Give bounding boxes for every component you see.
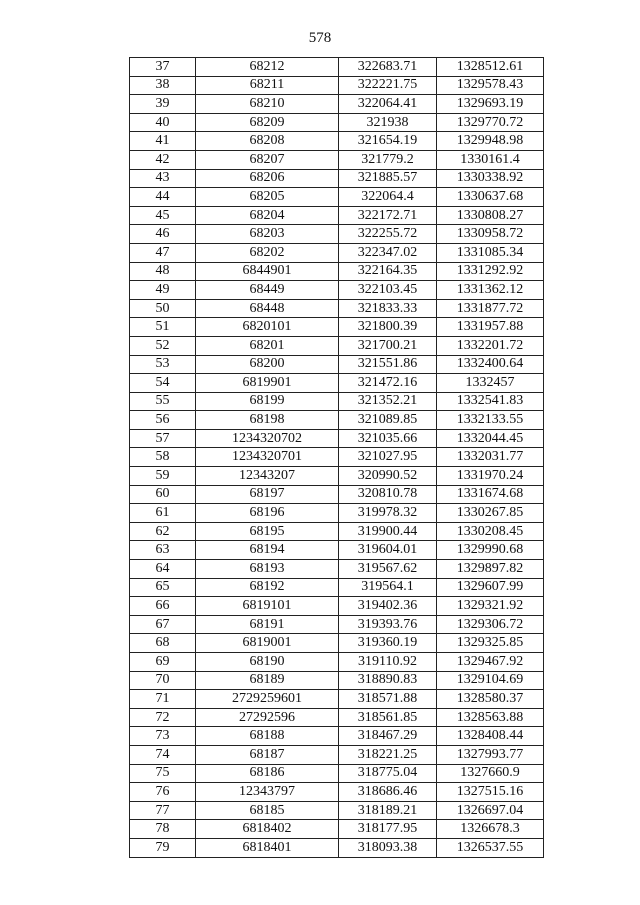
x-coordinate-cell: 318561.85 (339, 708, 437, 727)
table-row (130, 225, 544, 244)
x-coordinate-cell: 321551.86 (339, 355, 437, 374)
x-coordinate-cell: 319567.62 (339, 560, 437, 579)
table-row (130, 541, 544, 560)
row-number-cell: 68 (130, 634, 196, 653)
x-coordinate-cell: 319900.44 (339, 522, 437, 541)
coordinates-table (129, 57, 544, 858)
y-coordinate-cell: 1329990.68 (437, 541, 544, 560)
table-row (130, 411, 544, 430)
row-number-cell: 65 (130, 578, 196, 597)
point-id-cell: 68189 (196, 671, 339, 690)
y-coordinate-cell: 1331674.68 (437, 485, 544, 504)
table-row (130, 522, 544, 541)
x-coordinate-cell: 319402.36 (339, 597, 437, 616)
row-number-cell: 54 (130, 374, 196, 393)
row-number-cell: 78 (130, 820, 196, 839)
table-row (130, 299, 544, 318)
point-id-cell: 6820101 (196, 318, 339, 337)
point-id-cell: 68212 (196, 58, 339, 77)
point-id-cell: 2729259601 (196, 690, 339, 709)
row-number-cell: 55 (130, 392, 196, 411)
table-row (130, 485, 544, 504)
y-coordinate-cell: 1329467.92 (437, 653, 544, 672)
row-number-cell: 75 (130, 764, 196, 783)
table-row (130, 597, 544, 616)
x-coordinate-cell: 318093.38 (339, 838, 437, 857)
row-number-cell: 53 (130, 355, 196, 374)
table-row (130, 838, 544, 857)
point-id-cell: 68210 (196, 95, 339, 114)
point-id-cell: 68193 (196, 560, 339, 579)
x-coordinate-cell: 322164.35 (339, 262, 437, 281)
table-row (130, 429, 544, 448)
y-coordinate-cell: 1332133.55 (437, 411, 544, 430)
x-coordinate-cell: 318189.21 (339, 801, 437, 820)
row-number-cell: 42 (130, 150, 196, 169)
row-number-cell: 49 (130, 281, 196, 300)
y-coordinate-cell: 1326537.55 (437, 838, 544, 857)
point-id-cell: 6819001 (196, 634, 339, 653)
x-coordinate-cell: 321027.95 (339, 448, 437, 467)
x-coordinate-cell: 322347.02 (339, 243, 437, 262)
row-number-cell: 76 (130, 783, 196, 802)
x-coordinate-cell: 318686.46 (339, 783, 437, 802)
y-coordinate-cell: 1330808.27 (437, 206, 544, 225)
row-number-cell: 64 (130, 560, 196, 579)
point-id-cell: 68198 (196, 411, 339, 430)
row-number-cell: 46 (130, 225, 196, 244)
table-row (130, 132, 544, 151)
point-id-cell: 68204 (196, 206, 339, 225)
row-number-cell: 52 (130, 336, 196, 355)
point-id-cell: 6818402 (196, 820, 339, 839)
point-id-cell: 68197 (196, 485, 339, 504)
table-row (130, 281, 544, 300)
x-coordinate-cell: 321779.2 (339, 150, 437, 169)
row-number-cell: 67 (130, 615, 196, 634)
x-coordinate-cell: 319604.01 (339, 541, 437, 560)
y-coordinate-cell: 1331085.34 (437, 243, 544, 262)
x-coordinate-cell: 322064.4 (339, 188, 437, 207)
y-coordinate-cell: 1330637.68 (437, 188, 544, 207)
y-coordinate-cell: 1331970.24 (437, 467, 544, 486)
row-number-cell: 58 (130, 448, 196, 467)
point-id-cell: 6844901 (196, 262, 339, 281)
point-id-cell: 68202 (196, 243, 339, 262)
table-row (130, 113, 544, 132)
table-row (130, 467, 544, 486)
y-coordinate-cell: 1328512.61 (437, 58, 544, 77)
x-coordinate-cell: 322103.45 (339, 281, 437, 300)
y-coordinate-cell: 1331877.72 (437, 299, 544, 318)
x-coordinate-cell: 321700.21 (339, 336, 437, 355)
y-coordinate-cell: 1331362.12 (437, 281, 544, 300)
point-id-cell: 68191 (196, 615, 339, 634)
x-coordinate-cell: 321089.85 (339, 411, 437, 430)
point-id-cell: 12343797 (196, 783, 339, 802)
y-coordinate-cell: 1330161.4 (437, 150, 544, 169)
row-number-cell: 44 (130, 188, 196, 207)
row-number-cell: 66 (130, 597, 196, 616)
point-id-cell: 1234320702 (196, 429, 339, 448)
x-coordinate-cell: 319393.76 (339, 615, 437, 634)
y-coordinate-cell: 1329578.43 (437, 76, 544, 95)
x-coordinate-cell: 321035.66 (339, 429, 437, 448)
point-id-cell: 68190 (196, 653, 339, 672)
point-id-cell: 6819901 (196, 374, 339, 393)
row-number-cell: 50 (130, 299, 196, 318)
point-id-cell: 68448 (196, 299, 339, 318)
point-id-cell: 1234320701 (196, 448, 339, 467)
point-id-cell: 68205 (196, 188, 339, 207)
x-coordinate-cell: 321654.19 (339, 132, 437, 151)
y-coordinate-cell: 1329770.72 (437, 113, 544, 132)
table-row (130, 374, 544, 393)
row-number-cell: 39 (130, 95, 196, 114)
table-row (130, 392, 544, 411)
point-id-cell: 68187 (196, 745, 339, 764)
table-row (130, 615, 544, 634)
table-row (130, 504, 544, 523)
row-number-cell: 37 (130, 58, 196, 77)
row-number-cell: 38 (130, 76, 196, 95)
row-number-cell: 59 (130, 467, 196, 486)
table-row (130, 150, 544, 169)
y-coordinate-cell: 1331292.92 (437, 262, 544, 281)
table-row (130, 262, 544, 281)
x-coordinate-cell: 318177.95 (339, 820, 437, 839)
row-number-cell: 48 (130, 262, 196, 281)
x-coordinate-cell: 321352.21 (339, 392, 437, 411)
point-id-cell: 27292596 (196, 708, 339, 727)
point-id-cell: 68186 (196, 764, 339, 783)
table-row (130, 336, 544, 355)
x-coordinate-cell: 318571.88 (339, 690, 437, 709)
point-id-cell: 68196 (196, 504, 339, 523)
y-coordinate-cell: 1328408.44 (437, 727, 544, 746)
y-coordinate-cell: 1327660.9 (437, 764, 544, 783)
row-number-cell: 57 (130, 429, 196, 448)
table-row (130, 708, 544, 727)
x-coordinate-cell: 318775.04 (339, 764, 437, 783)
table-row (130, 243, 544, 262)
y-coordinate-cell: 1330338.92 (437, 169, 544, 188)
point-id-cell: 68188 (196, 727, 339, 746)
y-coordinate-cell: 1329104.69 (437, 671, 544, 690)
y-coordinate-cell: 1329321.92 (437, 597, 544, 616)
row-number-cell: 69 (130, 653, 196, 672)
x-coordinate-cell: 321800.39 (339, 318, 437, 337)
row-number-cell: 60 (130, 485, 196, 504)
y-coordinate-cell: 1329897.82 (437, 560, 544, 579)
x-coordinate-cell: 320810.78 (339, 485, 437, 504)
x-coordinate-cell: 322255.72 (339, 225, 437, 244)
y-coordinate-cell: 1332541.83 (437, 392, 544, 411)
point-id-cell: 68449 (196, 281, 339, 300)
table-row (130, 634, 544, 653)
row-number-cell: 77 (130, 801, 196, 820)
y-coordinate-cell: 1326678.3 (437, 820, 544, 839)
point-id-cell: 68194 (196, 541, 339, 560)
point-id-cell: 68207 (196, 150, 339, 169)
row-number-cell: 72 (130, 708, 196, 727)
table-row (130, 448, 544, 467)
y-coordinate-cell: 1327515.16 (437, 783, 544, 802)
y-coordinate-cell: 1329607.99 (437, 578, 544, 597)
table-row (130, 820, 544, 839)
x-coordinate-cell: 319978.32 (339, 504, 437, 523)
row-number-cell: 56 (130, 411, 196, 430)
row-number-cell: 51 (130, 318, 196, 337)
y-coordinate-cell: 1330208.45 (437, 522, 544, 541)
point-id-cell: 68203 (196, 225, 339, 244)
row-number-cell: 74 (130, 745, 196, 764)
row-number-cell: 79 (130, 838, 196, 857)
y-coordinate-cell: 1332201.72 (437, 336, 544, 355)
row-number-cell: 40 (130, 113, 196, 132)
point-id-cell: 68199 (196, 392, 339, 411)
table-row (130, 690, 544, 709)
point-id-cell: 68200 (196, 355, 339, 374)
x-coordinate-cell: 322064.41 (339, 95, 437, 114)
y-coordinate-cell: 1329325.85 (437, 634, 544, 653)
table-row (130, 560, 544, 579)
table-row (130, 671, 544, 690)
table-row (130, 318, 544, 337)
y-coordinate-cell: 1331957.88 (437, 318, 544, 337)
y-coordinate-cell: 1332031.77 (437, 448, 544, 467)
x-coordinate-cell: 319564.1 (339, 578, 437, 597)
x-coordinate-cell: 322683.71 (339, 58, 437, 77)
point-id-cell: 68206 (196, 169, 339, 188)
table-row (130, 801, 544, 820)
table-row (130, 169, 544, 188)
point-id-cell: 6819101 (196, 597, 339, 616)
point-id-cell: 68201 (196, 336, 339, 355)
y-coordinate-cell: 1329306.72 (437, 615, 544, 634)
page-number: 578 (308, 30, 332, 46)
y-coordinate-cell: 1330267.85 (437, 504, 544, 523)
x-coordinate-cell: 320990.52 (339, 467, 437, 486)
point-id-cell: 12343207 (196, 467, 339, 486)
coordinates-table-body (130, 58, 544, 858)
row-number-cell: 47 (130, 243, 196, 262)
table-row (130, 58, 544, 77)
row-number-cell: 61 (130, 504, 196, 523)
point-id-cell: 68209 (196, 113, 339, 132)
table-row (130, 188, 544, 207)
y-coordinate-cell: 1329693.19 (437, 95, 544, 114)
y-coordinate-cell: 1328580.37 (437, 690, 544, 709)
row-number-cell: 45 (130, 206, 196, 225)
table-row (130, 783, 544, 802)
table-row (130, 206, 544, 225)
x-coordinate-cell: 319360.19 (339, 634, 437, 653)
row-number-cell: 62 (130, 522, 196, 541)
y-coordinate-cell: 1326697.04 (437, 801, 544, 820)
row-number-cell: 63 (130, 541, 196, 560)
x-coordinate-cell: 318467.29 (339, 727, 437, 746)
x-coordinate-cell: 321885.57 (339, 169, 437, 188)
row-number-cell: 41 (130, 132, 196, 151)
row-number-cell: 43 (130, 169, 196, 188)
point-id-cell: 68195 (196, 522, 339, 541)
row-number-cell: 73 (130, 727, 196, 746)
table-row (130, 76, 544, 95)
point-id-cell: 68185 (196, 801, 339, 820)
y-coordinate-cell: 1329948.98 (437, 132, 544, 151)
y-coordinate-cell: 1332400.64 (437, 355, 544, 374)
point-id-cell: 68208 (196, 132, 339, 151)
x-coordinate-cell: 321938 (339, 113, 437, 132)
row-number-cell: 70 (130, 671, 196, 690)
y-coordinate-cell: 1328563.88 (437, 708, 544, 727)
x-coordinate-cell: 322172.71 (339, 206, 437, 225)
table-row (130, 764, 544, 783)
y-coordinate-cell: 1330958.72 (437, 225, 544, 244)
x-coordinate-cell: 322221.75 (339, 76, 437, 95)
y-coordinate-cell: 1332457 (437, 374, 544, 393)
table-row (130, 745, 544, 764)
x-coordinate-cell: 318221.25 (339, 745, 437, 764)
x-coordinate-cell: 321833.33 (339, 299, 437, 318)
table-row (130, 653, 544, 672)
table-row (130, 95, 544, 114)
row-number-cell: 71 (130, 690, 196, 709)
y-coordinate-cell: 1332044.45 (437, 429, 544, 448)
table-row (130, 727, 544, 746)
point-id-cell: 68211 (196, 76, 339, 95)
x-coordinate-cell: 319110.92 (339, 653, 437, 672)
x-coordinate-cell: 321472.16 (339, 374, 437, 393)
y-coordinate-cell: 1327993.77 (437, 745, 544, 764)
table-row (130, 355, 544, 374)
point-id-cell: 6818401 (196, 838, 339, 857)
x-coordinate-cell: 318890.83 (339, 671, 437, 690)
point-id-cell: 68192 (196, 578, 339, 597)
table-row (130, 578, 544, 597)
